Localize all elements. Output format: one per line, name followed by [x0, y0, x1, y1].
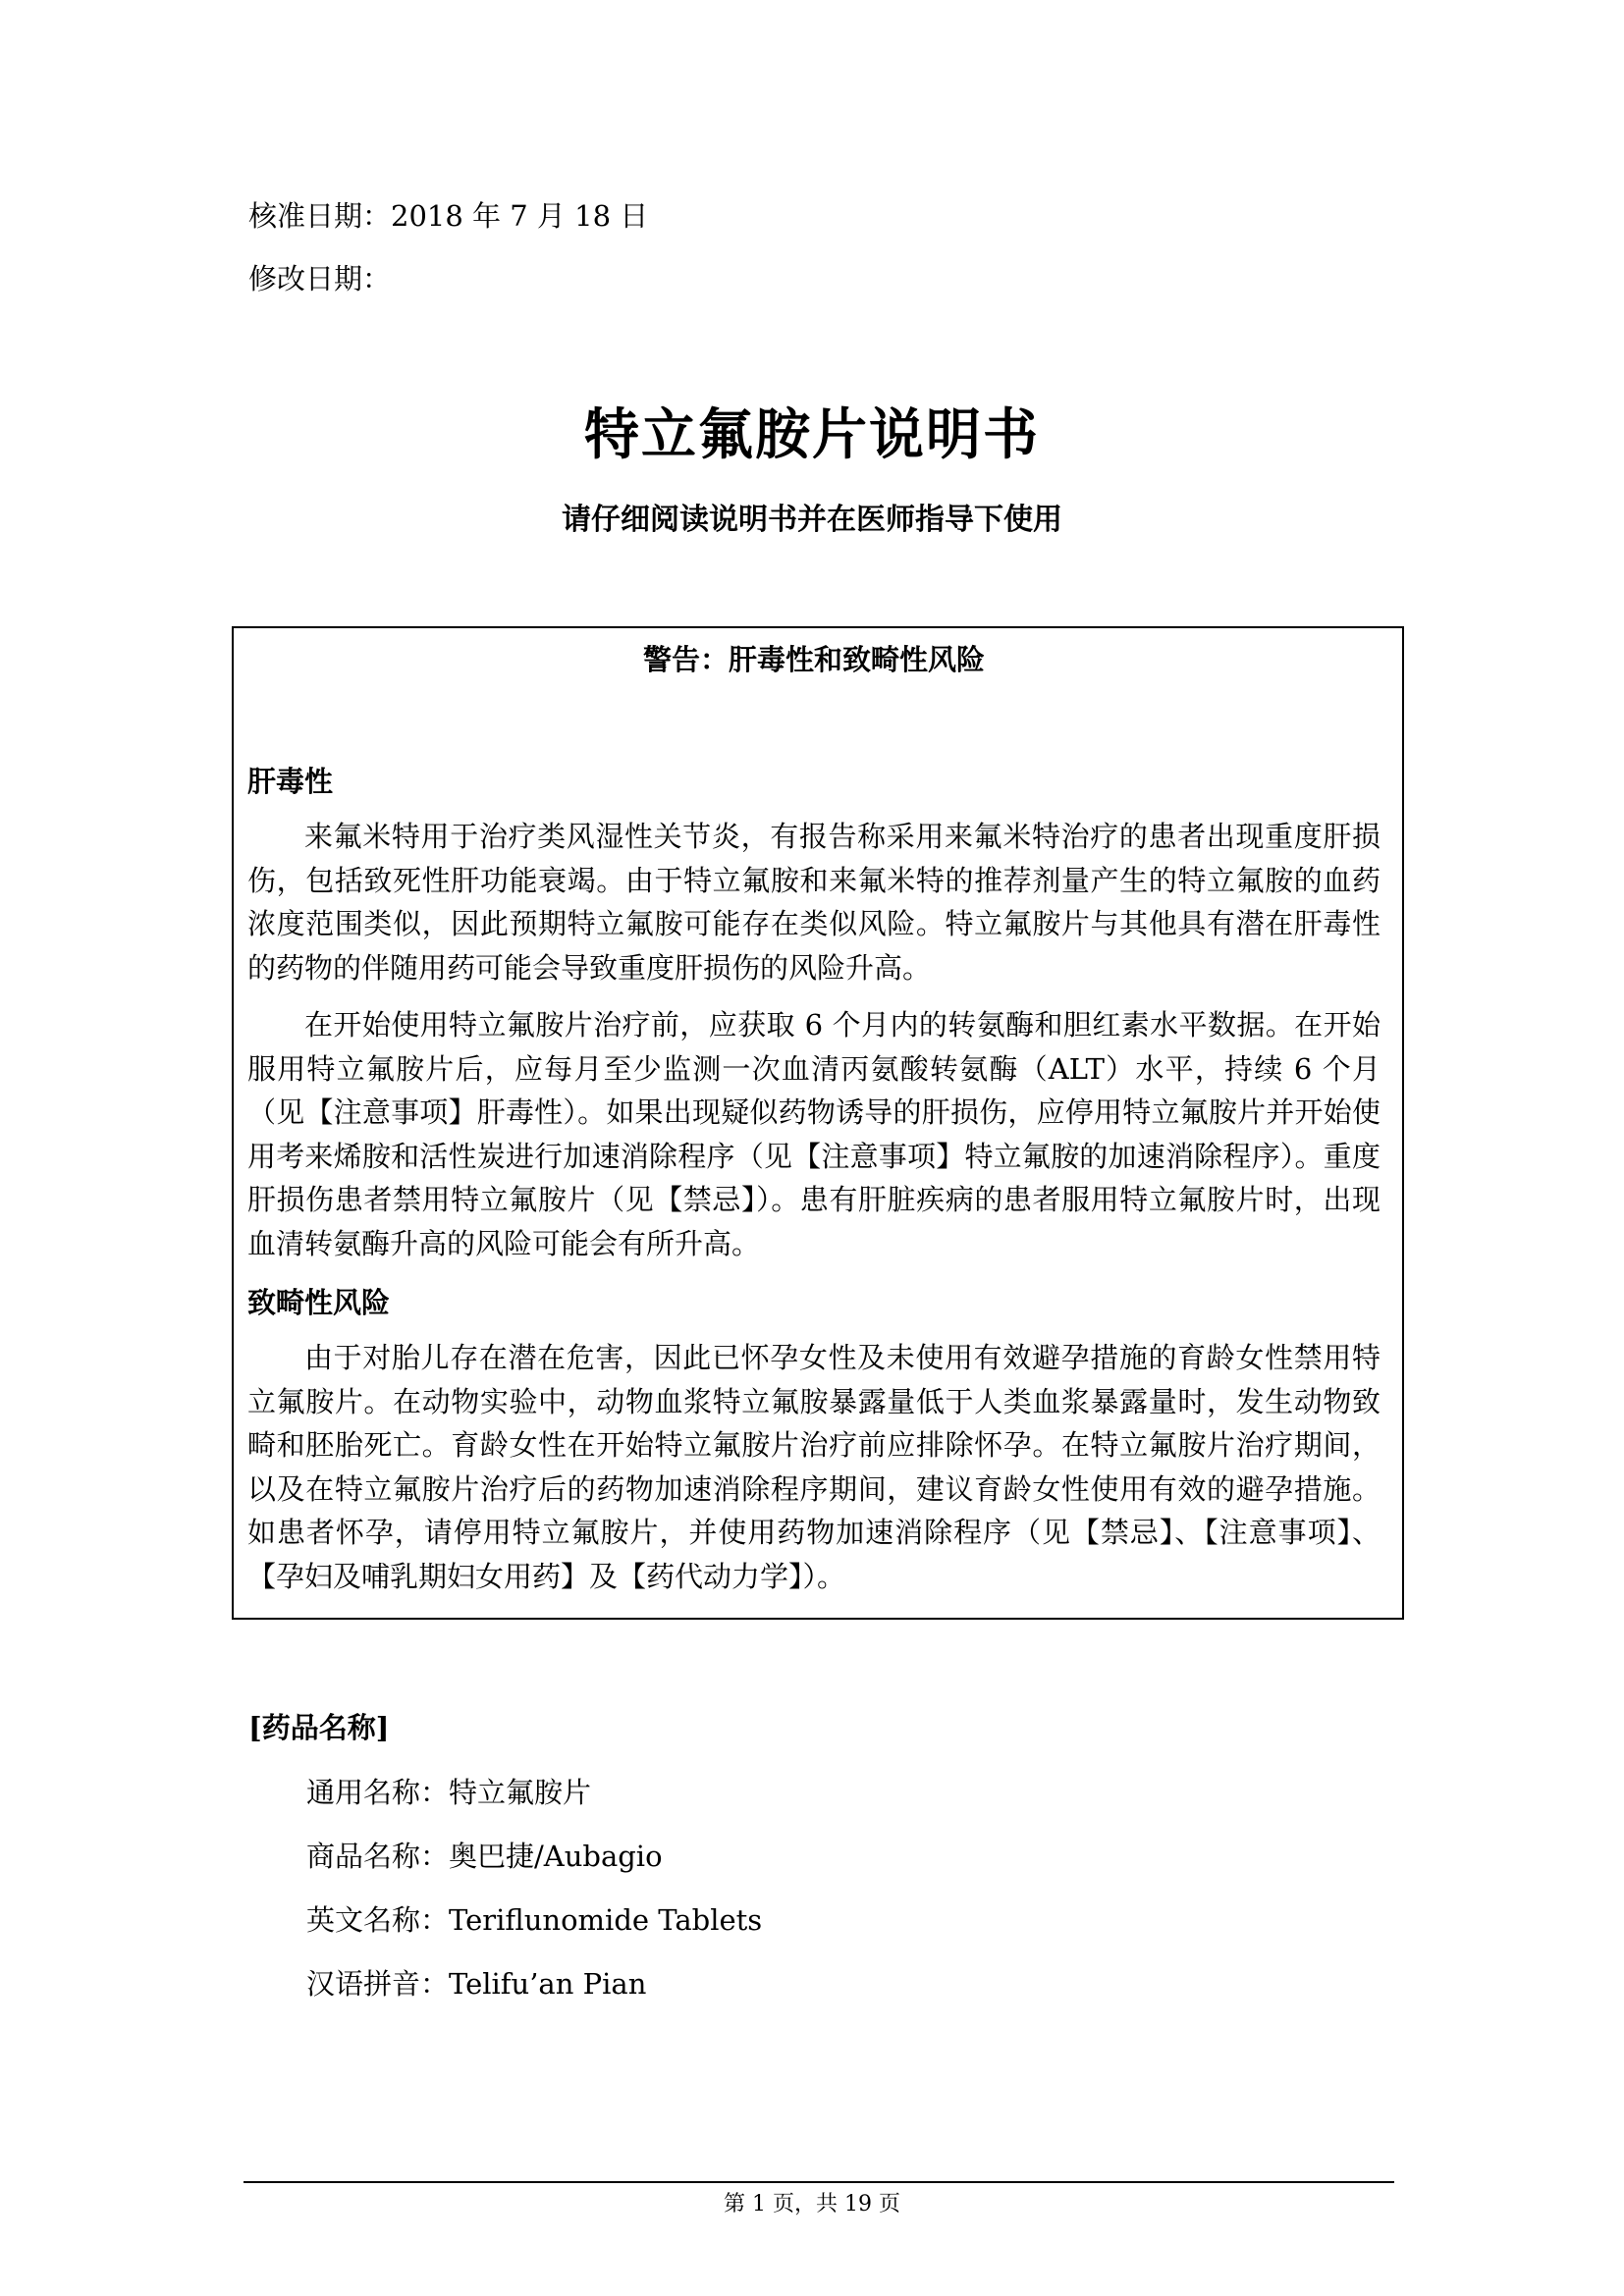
teratogenicity-paragraph-1: 由于对胎儿存在潜在危害，因此已怀孕女性及未使用有效避孕措施的育龄女性禁用特立氟胺片。在动物实验中，动物血浆特立氟胺暴露量低于人类血浆暴露量时，发生动物致畸和胚胎死亡。育龄女性在开始特立氟胺片治疗前应排除怀孕。在特立氟胺片治疗期间，以及在特立氟胺片治疗后的药物加速消除程序期间，建议育龄女性使用有效的避孕措施。如患者怀孕，请停用特立氟胺片，并使用药物加速消除程序（见【禁忌】、【注意事项】、【孕妇及哺乳期妇女用药】及【药代动力学】）。 — [247, 1341, 1380, 1593]
page-number: 第 1 页，共 19 页 — [724, 2192, 900, 2216]
revision-date: 修改日期： — [248, 262, 392, 295]
document-subtitle: 请仔细阅读说明书并在医师指导下使用 — [562, 503, 1062, 537]
hepatotoxicity-paragraph-1: 来氟米特用于治疗类风湿性关节炎，有报告称采用来氟米特治疗的患者出现重度肝损伤，包括致死性肝功能衰竭。由于特立氟胺和来氟米特的推荐剂量产生的特立氟胺的血药浓度范围类似，因此预期特立氟胺可能存在类似风险。特立氟胺片与其他具有潜在肝毒性的药物的伴随用药可能会导致重度肝损伤的风险升高。 — [247, 820, 1380, 985]
english-name: 英文名称：Teriflunomide Tablets — [306, 1903, 763, 1937]
hepatotoxicity-paragraph-2: 在开始使用特立氟胺片治疗前，应获取 6 个月内的转氨酶和胆红素水平数据。在开始服用特立氟胺片后，应每月至少监测一次血清丙氨酸转氨酶（ALT）水平，持续 6 个月（见【注意事项】肝毒性）。如果出现疑似药物诱导的肝损伤，应停用特立氟胺片并开始使用考来烯胺和活性炭进行加速消除程序（见【注意事项】特立氟胺的加速消除程序）。重度肝损伤患者禁用特立氟胺片（见【禁忌】）。患有肝脏疾病的患者服用特立氟胺片时，出现血清转氨酶升高的风险可能会有所升高。 — [247, 1008, 1380, 1260]
hepatotoxicity-heading: 肝毒性 — [247, 765, 334, 798]
warning-title: 警告：肝毒性和致畸性风险 — [642, 643, 985, 676]
teratogenicity-heading: 致畸性风险 — [247, 1286, 391, 1319]
trade-name: 商品名称：奥巴捷/Aubagio — [306, 1840, 663, 1873]
generic-name: 通用名称：特立氟胺片 — [306, 1776, 592, 1809]
document-title: 特立氟胺片说明书 — [584, 402, 1040, 467]
footer-divider — [244, 2181, 1394, 2183]
drug-name-heading: [药品名称] — [248, 1711, 390, 1744]
approval-date: 核准日期：2018 年 7 月 18 日 — [248, 199, 649, 233]
pinyin-name: 汉语拼音：Telifu’an Pian — [306, 1967, 647, 2001]
boxed-warning — [232, 626, 1404, 1620]
